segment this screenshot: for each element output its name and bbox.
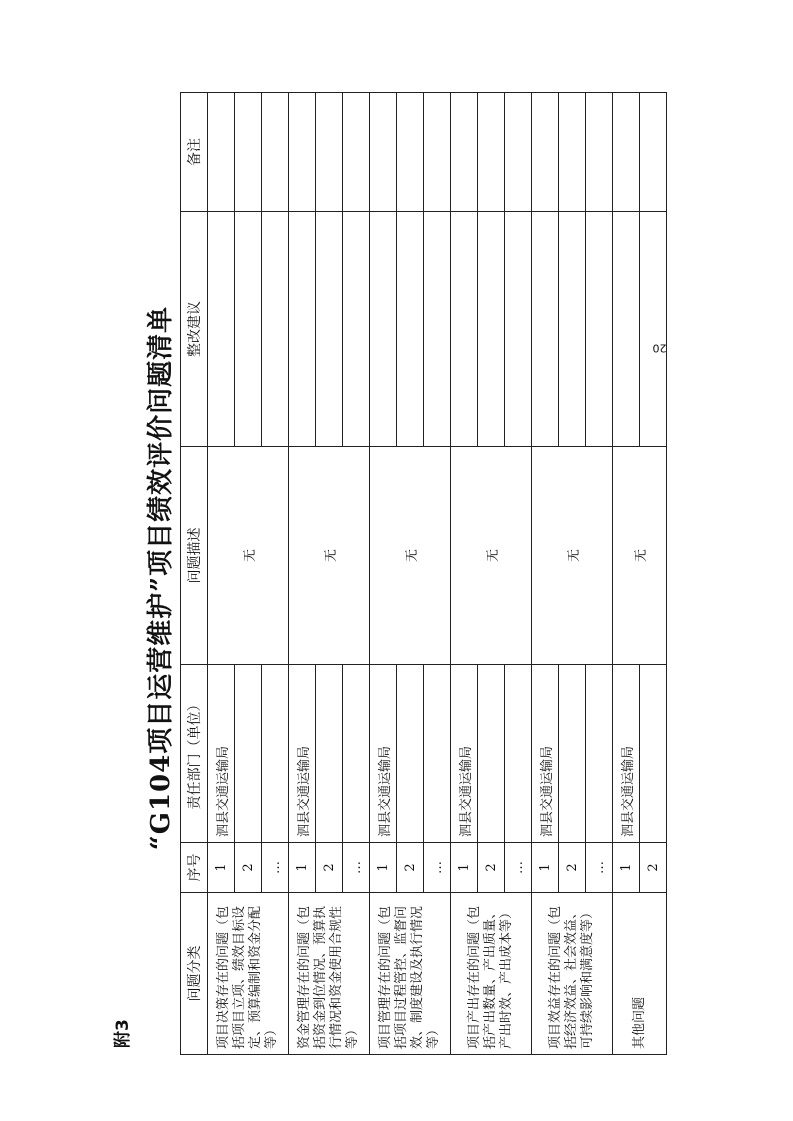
problem-category: 项目管理存在的问题（包括项目过程管控、监督问效、制度建设及执行情况等）: [370, 893, 451, 1055]
sequence-number: 2: [640, 843, 667, 893]
page-number: 20: [652, 341, 667, 355]
remarks-cell: [316, 93, 343, 212]
remarks-cell: [208, 93, 235, 212]
remarks-cell: [478, 93, 505, 212]
sequence-number: …: [424, 843, 451, 893]
remarks-cell: [424, 93, 451, 212]
sequence-number: 2: [478, 843, 505, 893]
responsible-department: [586, 665, 613, 843]
suggestion-cell: [289, 212, 316, 447]
sequence-number: 1: [370, 843, 397, 893]
responsible-department: 泗县交通运输局: [370, 665, 397, 843]
suggestion-cell: [262, 212, 289, 447]
remarks-cell: [289, 93, 316, 212]
sequence-number: …: [343, 843, 370, 893]
responsible-department: [397, 665, 424, 843]
remarks-cell: [370, 93, 397, 212]
suggestion-cell: [559, 212, 586, 447]
problem-category: 项目产出存在的问题（包括产出数量、产出质量、产出时效、产出成本等）: [451, 893, 532, 1055]
sequence-number: 1: [208, 843, 235, 893]
table-row: [208, 93, 235, 1055]
responsible-department: [262, 665, 289, 843]
sequence-number: 2: [559, 843, 586, 893]
responsible-department: 泗县交通运输局: [532, 665, 559, 843]
suggestion-cell: [532, 212, 559, 447]
header-category: 问题分类: [181, 893, 208, 1055]
suggestion-cell: [208, 212, 235, 447]
sequence-number: 1: [289, 843, 316, 893]
header-description: 问题描述: [181, 447, 208, 665]
remarks-cell: [262, 93, 289, 212]
suggestion-cell: [478, 212, 505, 447]
table-row: [289, 93, 316, 1055]
annex-label: 附3: [113, 1019, 133, 1048]
header-suggestion: 整改建议: [181, 212, 208, 447]
responsible-department: 泗县交通运输局: [289, 665, 316, 843]
suggestion-cell: [397, 212, 424, 447]
problem-description: 无: [208, 447, 289, 665]
problem-category: 项目效益存在的问题（包括经济效益、社会效益、可持续影响和满意度等）: [532, 893, 613, 1055]
responsible-department: [640, 665, 667, 843]
responsible-department: 泗县交通运输局: [613, 665, 640, 843]
sequence-number: 2: [397, 843, 424, 893]
remarks-cell: [397, 93, 424, 212]
problem-category: 资金管理存在的问题（包括资金到位情况、预算执行情况和资金使用合规性等）: [289, 893, 370, 1055]
problem-description: 无: [613, 447, 667, 665]
table-body: [208, 93, 667, 1055]
remarks-cell: [586, 93, 613, 212]
suggestion-cell: [640, 212, 667, 447]
problem-category: 项目决策存在的问题（包括项目立项、绩效目标设定、预算编制和资金分配等）: [208, 893, 289, 1055]
table-row: [613, 93, 640, 1055]
sequence-number: 1: [532, 843, 559, 893]
problem-description: 无: [532, 447, 613, 665]
sequence-number: …: [586, 843, 613, 893]
sequence-number: …: [262, 843, 289, 893]
page-title: “G104项目运营维护”项目绩效评价问题清单: [146, 305, 176, 851]
sequence-number: 1: [613, 843, 640, 893]
suggestion-cell: [370, 212, 397, 447]
responsible-department: [478, 665, 505, 843]
suggestion-cell: [343, 212, 370, 447]
header-seq: 序号: [181, 843, 208, 893]
suggestion-cell: [586, 212, 613, 447]
remarks-cell: [559, 93, 586, 212]
responsible-department: [424, 665, 451, 843]
table-row: [451, 93, 478, 1055]
header-remarks: 备注: [181, 93, 208, 212]
sequence-number: 2: [316, 843, 343, 893]
responsible-department: [343, 665, 370, 843]
header-row: [181, 93, 208, 1055]
suggestion-cell: [613, 212, 640, 447]
responsible-department: [235, 665, 262, 843]
remarks-cell: [343, 93, 370, 212]
table-row: [370, 93, 397, 1055]
problem-description: 无: [370, 447, 451, 665]
suggestion-cell: [451, 212, 478, 447]
sequence-number: 2: [235, 843, 262, 893]
remarks-cell: [505, 93, 532, 212]
suggestion-cell: [424, 212, 451, 447]
responsible-department: 泗县交通运输局: [208, 665, 235, 843]
responsible-department: 泗县交通运输局: [451, 665, 478, 843]
sequence-number: 1: [451, 843, 478, 893]
problem-list-table: [180, 92, 667, 1055]
problem-description: 无: [289, 447, 370, 665]
suggestion-cell: [316, 212, 343, 447]
problem-description: 无: [451, 447, 532, 665]
responsible-department: [316, 665, 343, 843]
responsible-department: [505, 665, 532, 843]
table-row: [532, 93, 559, 1055]
remarks-cell: [235, 93, 262, 212]
suggestion-cell: [505, 212, 532, 447]
problem-category: 其他问题: [613, 893, 667, 1055]
remarks-cell: [532, 93, 559, 212]
sequence-number: …: [505, 843, 532, 893]
remarks-cell: [451, 93, 478, 212]
header-department: 责任部门（单位）: [181, 665, 208, 843]
remarks-cell: [640, 93, 667, 212]
rotated-page: [100, 83, 775, 1073]
remarks-cell: [613, 93, 640, 212]
responsible-department: [559, 665, 586, 843]
suggestion-cell: [235, 212, 262, 447]
